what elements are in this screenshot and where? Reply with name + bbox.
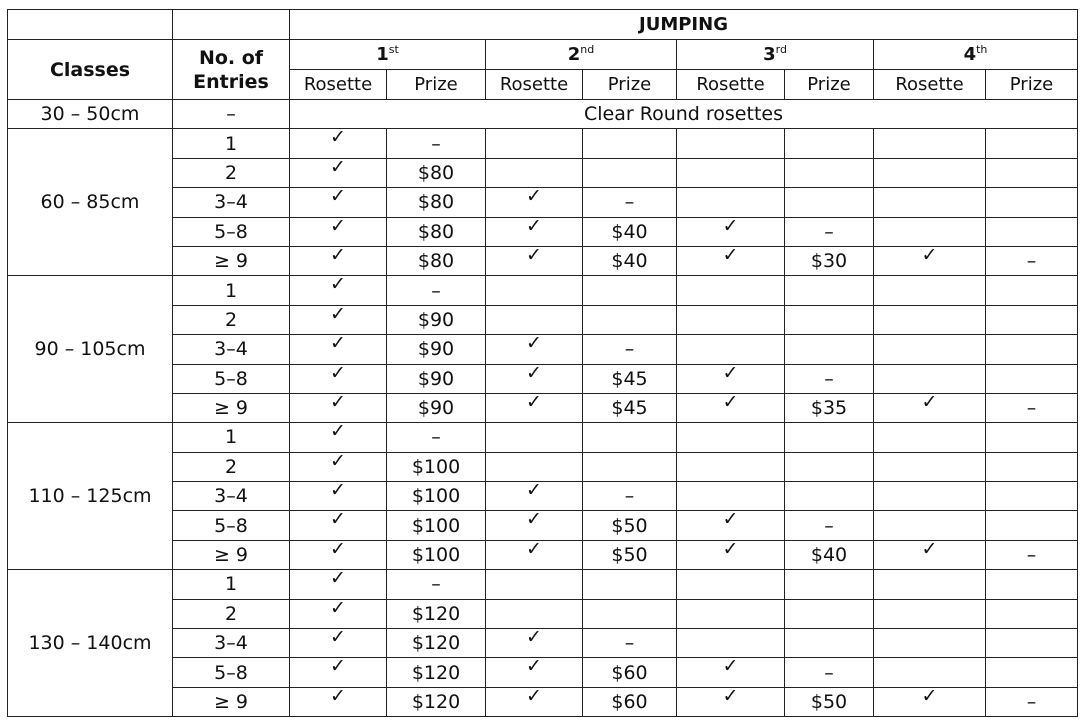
rosette-cell: ✓: [290, 570, 387, 599]
rosette-cell: [874, 570, 986, 599]
prize-cell: $90: [387, 393, 486, 422]
prize-cell: [986, 482, 1078, 511]
place-number: 2: [567, 44, 581, 65]
rosette-cell: ✓: [677, 687, 785, 716]
prize-cell: [785, 158, 874, 187]
classes-header: Classes: [8, 40, 173, 100]
prize-cell: [986, 629, 1078, 658]
prize-cell: –: [583, 629, 677, 658]
prize-cell: [986, 129, 1078, 158]
prize-cell: $30: [785, 246, 874, 275]
prize-cell: –: [785, 364, 874, 393]
prize-cell: $100: [387, 482, 486, 511]
rosette-cell: ✓: [677, 658, 785, 687]
rosette-cell: [874, 599, 986, 628]
prize-cell: –: [986, 246, 1078, 275]
rosette-cell: [874, 217, 986, 246]
prize-cell: $90: [387, 305, 486, 334]
rosette-cell: [874, 423, 986, 452]
class-name-cell: 110 – 125cm: [8, 423, 173, 570]
prize-cell: $90: [387, 364, 486, 393]
entries-cell: 3–4: [173, 188, 290, 217]
class-name-cell: 30 – 50cm: [8, 100, 173, 129]
prize-cell: $100: [387, 511, 486, 540]
place-header-4: [874, 40, 1078, 70]
rosette-header: Rosette: [486, 70, 583, 100]
prize-cell: $100: [387, 452, 486, 481]
entries-header-line1: No. of: [198, 46, 264, 69]
rosette-cell: [486, 129, 583, 158]
entries-cell: 3–4: [173, 629, 290, 658]
rosette-cell: [486, 599, 583, 628]
prize-cell: –: [986, 540, 1078, 569]
rosette-cell: ✓: [486, 482, 583, 511]
rosette-cell: [677, 129, 785, 158]
rosette-cell: ✓: [486, 188, 583, 217]
rosette-cell: [874, 629, 986, 658]
prize-cell: [583, 570, 677, 599]
place-number: 4: [963, 44, 977, 65]
rosette-cell: [874, 129, 986, 158]
prize-cell: –: [785, 217, 874, 246]
prize-cell: $50: [583, 511, 677, 540]
entries-cell: 2: [173, 599, 290, 628]
rosette-cell: [874, 305, 986, 334]
entries-cell: 1: [173, 129, 290, 158]
rosette-cell: ✓: [677, 511, 785, 540]
rosette-cell: ✓: [290, 246, 387, 275]
prize-cell: [785, 452, 874, 481]
prize-header: Prize: [785, 70, 874, 100]
rosette-cell: [874, 658, 986, 687]
prize-cell: [785, 188, 874, 217]
table-row: [8, 423, 1078, 452]
rosette-cell: [677, 305, 785, 334]
entries-cell: 2: [173, 305, 290, 334]
rosette-cell: [486, 570, 583, 599]
rosette-cell: [874, 364, 986, 393]
rosette-cell: ✓: [677, 364, 785, 393]
rosette-cell: ✓: [290, 482, 387, 511]
rosette-cell: ✓: [874, 246, 986, 275]
rosette-cell: ✓: [290, 540, 387, 569]
rosette-cell: [677, 276, 785, 305]
rosette-cell: ✓: [874, 393, 986, 422]
rosette-cell: [677, 423, 785, 452]
entries-cell: ≥ 9: [173, 246, 290, 275]
prize-cell: –: [986, 393, 1078, 422]
prize-cell: [986, 570, 1078, 599]
prize-cell: $120: [387, 658, 486, 687]
prize-cell: $90: [387, 335, 486, 364]
rosette-cell: [874, 335, 986, 364]
prize-cell: $40: [583, 217, 677, 246]
entries-cell: 5–8: [173, 658, 290, 687]
prize-cell: $80: [387, 217, 486, 246]
prize-cell: [986, 188, 1078, 217]
rosette-cell: [486, 452, 583, 481]
entries-cell: 2: [173, 452, 290, 481]
prize-cell: [583, 423, 677, 452]
prize-table: [7, 9, 1078, 717]
entries-cell: ≥ 9: [173, 687, 290, 716]
rosette-cell: ✓: [290, 629, 387, 658]
rosette-cell: [486, 158, 583, 187]
rosette-cell: [677, 188, 785, 217]
header-blank-classes: [8, 10, 173, 40]
prize-cell: –: [387, 570, 486, 599]
header-row-2: [8, 40, 1078, 70]
prize-cell: [583, 158, 677, 187]
rosette-cell: ✓: [290, 687, 387, 716]
prize-cell: –: [986, 687, 1078, 716]
prize-cell: [785, 629, 874, 658]
rosette-cell: ✓: [677, 246, 785, 275]
rosette-cell: ✓: [290, 599, 387, 628]
rosette-cell: ✓: [486, 511, 583, 540]
header-row-1: [8, 10, 1078, 40]
prize-cell: [986, 276, 1078, 305]
place-header-2: [486, 40, 677, 70]
prize-cell: [986, 511, 1078, 540]
prize-cell: [583, 276, 677, 305]
prize-cell: $80: [387, 246, 486, 275]
table-header: [8, 10, 1078, 100]
prize-cell: [785, 482, 874, 511]
prize-cell: [986, 423, 1078, 452]
rosette-cell: [874, 482, 986, 511]
class-name-cell: 90 – 105cm: [8, 276, 173, 423]
prize-cell: $40: [583, 246, 677, 275]
header-blank-entries: [173, 10, 290, 40]
prize-cell: [986, 158, 1078, 187]
place-header-1: [290, 40, 486, 70]
rosette-cell: [874, 158, 986, 187]
prize-cell: $120: [387, 687, 486, 716]
prize-cell: $35: [785, 393, 874, 422]
prize-cell: [785, 335, 874, 364]
prize-cell: $80: [387, 158, 486, 187]
prize-cell: [583, 599, 677, 628]
prize-table-container: [7, 9, 1078, 717]
place-suffix: rd: [775, 43, 787, 56]
rosette-cell: [486, 423, 583, 452]
place-suffix: nd: [580, 43, 595, 56]
place-suffix: st: [388, 43, 399, 56]
rosette-cell: ✓: [290, 364, 387, 393]
rosette-cell: [677, 570, 785, 599]
prize-cell: $120: [387, 629, 486, 658]
class-name-cell: 130 – 140cm: [8, 570, 173, 717]
prize-cell: [785, 599, 874, 628]
section-title: JUMPING: [290, 10, 1078, 40]
rosette-cell: [677, 599, 785, 628]
place-number: 1: [376, 44, 389, 65]
table-row: [8, 100, 1078, 129]
prize-cell: [986, 599, 1078, 628]
entries-cell: ≥ 9: [173, 540, 290, 569]
rosette-cell: [874, 188, 986, 217]
class-name-cell: 60 – 85cm: [8, 129, 173, 276]
rosette-cell: ✓: [677, 217, 785, 246]
rosette-header: Rosette: [290, 70, 387, 100]
entries-cell: 3–4: [173, 482, 290, 511]
prize-cell: –: [785, 658, 874, 687]
prize-cell: [986, 305, 1078, 334]
rosette-cell: ✓: [677, 393, 785, 422]
rosette-cell: [486, 276, 583, 305]
rosette-cell: [874, 511, 986, 540]
rosette-cell: ✓: [874, 687, 986, 716]
entries-cell: 1: [173, 276, 290, 305]
rosette-cell: [677, 629, 785, 658]
prize-cell: [583, 129, 677, 158]
entries-cell: 1: [173, 423, 290, 452]
rosette-cell: ✓: [290, 452, 387, 481]
rosette-cell: [677, 158, 785, 187]
prize-cell: [785, 570, 874, 599]
rosette-cell: ✓: [290, 217, 387, 246]
rosette-cell: [677, 452, 785, 481]
prize-cell: [986, 217, 1078, 246]
rosette-cell: ✓: [290, 423, 387, 452]
rosette-cell: ✓: [290, 511, 387, 540]
place-header-3: [677, 40, 874, 70]
rosette-cell: [874, 452, 986, 481]
rosette-cell: ✓: [874, 540, 986, 569]
entries-cell: 1: [173, 570, 290, 599]
rosette-header: Rosette: [874, 70, 986, 100]
prize-header: Prize: [986, 70, 1078, 100]
rosette-cell: ✓: [486, 629, 583, 658]
entries-header: [173, 40, 290, 100]
prize-cell: [583, 305, 677, 334]
prize-cell: $60: [583, 658, 677, 687]
prize-cell: [785, 305, 874, 334]
prize-cell: $60: [583, 687, 677, 716]
prize-cell: $50: [785, 687, 874, 716]
prize-cell: –: [785, 511, 874, 540]
rosette-cell: ✓: [486, 246, 583, 275]
prize-header: Prize: [387, 70, 486, 100]
prize-cell: –: [387, 423, 486, 452]
prize-cell: [785, 423, 874, 452]
entries-cell: 5–8: [173, 511, 290, 540]
rosette-cell: ✓: [290, 305, 387, 334]
table-body: [8, 100, 1078, 717]
entries-cell: 5–8: [173, 217, 290, 246]
rosette-cell: ✓: [290, 658, 387, 687]
rosette-cell: ✓: [290, 129, 387, 158]
prize-cell: –: [583, 335, 677, 364]
place-suffix: th: [976, 43, 988, 56]
table-row: [8, 129, 1078, 158]
prize-cell: –: [387, 276, 486, 305]
table-row: [8, 570, 1078, 599]
prize-cell: $50: [583, 540, 677, 569]
rosette-cell: ✓: [290, 276, 387, 305]
prize-cell: –: [583, 482, 677, 511]
rosette-cell: [677, 482, 785, 511]
rosette-cell: [677, 335, 785, 364]
prize-cell: –: [583, 188, 677, 217]
prize-cell: –: [387, 129, 486, 158]
rosette-cell: ✓: [290, 335, 387, 364]
prize-cell: $45: [583, 364, 677, 393]
rosette-cell: ✓: [486, 687, 583, 716]
prize-cell: [986, 335, 1078, 364]
rosette-cell: ✓: [486, 393, 583, 422]
rosette-cell: [874, 276, 986, 305]
rosette-cell: ✓: [486, 658, 583, 687]
rosette-cell: ✓: [677, 540, 785, 569]
entries-cell: 2: [173, 158, 290, 187]
entries-cell: 5–8: [173, 364, 290, 393]
rosette-cell: ✓: [290, 188, 387, 217]
prize-cell: [583, 452, 677, 481]
rosette-cell: ✓: [486, 217, 583, 246]
rosette-header: Rosette: [677, 70, 785, 100]
entries-cell: 3–4: [173, 335, 290, 364]
rosette-cell: [486, 305, 583, 334]
rosette-cell: ✓: [486, 335, 583, 364]
prize-cell: [986, 364, 1078, 393]
prize-cell: [785, 276, 874, 305]
rosette-cell: ✓: [486, 364, 583, 393]
clear-round-note: Clear Round rosettes: [290, 100, 1078, 129]
prize-cell: $120: [387, 599, 486, 628]
rosette-cell: ✓: [290, 158, 387, 187]
prize-cell: $45: [583, 393, 677, 422]
prize-cell: [986, 452, 1078, 481]
prize-cell: [986, 658, 1078, 687]
rosette-cell: ✓: [290, 393, 387, 422]
prize-header: Prize: [583, 70, 677, 100]
rosette-cell: ✓: [486, 540, 583, 569]
prize-cell: $40: [785, 540, 874, 569]
entries-cell: –: [173, 100, 290, 129]
entries-header-line2: Entries: [193, 70, 269, 93]
prize-cell: $80: [387, 188, 486, 217]
prize-cell: [785, 129, 874, 158]
place-number: 3: [763, 44, 776, 65]
table-row: [8, 276, 1078, 305]
entries-cell: ≥ 9: [173, 393, 290, 422]
prize-cell: $100: [387, 540, 486, 569]
